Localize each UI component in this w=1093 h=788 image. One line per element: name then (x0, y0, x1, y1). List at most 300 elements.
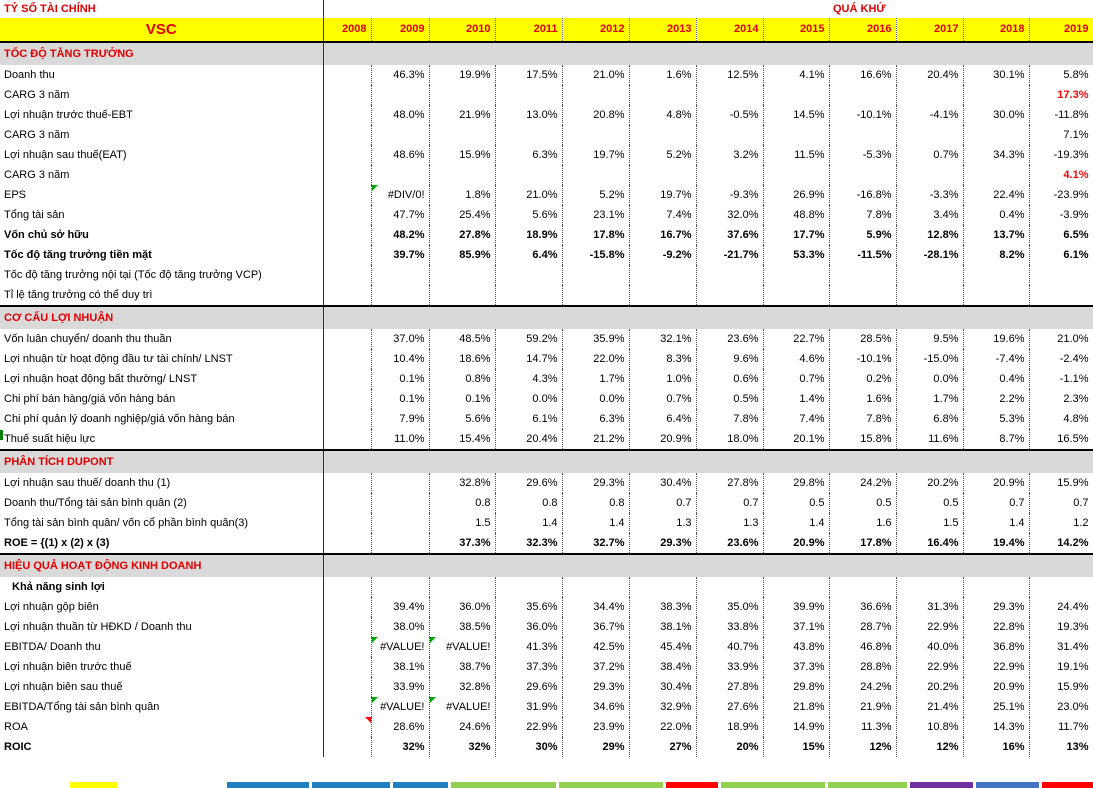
value-cell[interactable] (896, 265, 963, 285)
sheet-tab[interactable] (70, 782, 116, 788)
value-cell[interactable]: 20.8% (562, 105, 629, 125)
value-cell[interactable]: 9.5% (896, 329, 963, 349)
value-cell[interactable] (562, 265, 629, 285)
value-cell[interactable] (763, 265, 829, 285)
value-cell[interactable] (495, 265, 562, 285)
value-cell[interactable]: 29.6% (495, 473, 562, 493)
value-cell[interactable]: -3.3% (896, 185, 963, 205)
value-cell[interactable]: 16.6% (829, 65, 896, 85)
value-cell[interactable]: 7.8% (829, 205, 896, 225)
value-cell[interactable]: 25.1% (963, 697, 1029, 717)
section-title[interactable]: HIỆU QUẢ HOẠT ĐỘNG KINH DOANH (0, 554, 323, 577)
value-cell[interactable]: 20.4% (495, 429, 562, 450)
year-header[interactable]: 2011 (495, 18, 562, 42)
value-cell[interactable]: 13% (1029, 737, 1093, 757)
row-label[interactable]: Chi phí bán hàng/giá vốn hàng bán (0, 389, 323, 409)
value-cell[interactable]: 29% (562, 737, 629, 757)
row-label[interactable]: Tỉ lệ tăng trưởng có thể duy trì (0, 285, 323, 306)
value-cell[interactable]: 32.8% (429, 677, 495, 697)
value-cell[interactable]: 12.8% (896, 225, 963, 245)
value-cell[interactable]: 0.7% (629, 389, 696, 409)
value-cell[interactable]: 38.5% (429, 617, 495, 637)
empty-cell[interactable] (829, 306, 896, 329)
value-cell[interactable] (371, 125, 429, 145)
row-label[interactable]: Lợi nhuận hoạt động bất thường/ LNST (0, 369, 323, 389)
empty-cell[interactable] (495, 554, 562, 577)
row-label[interactable]: CARG 3 năm (0, 85, 323, 105)
value-cell[interactable]: 1.8% (429, 185, 495, 205)
value-cell[interactable]: 5.8% (1029, 65, 1093, 85)
value-cell[interactable] (323, 637, 371, 657)
value-cell[interactable]: -16.8% (829, 185, 896, 205)
empty-cell[interactable] (562, 554, 629, 577)
value-cell[interactable]: 10.8% (896, 717, 963, 737)
value-cell[interactable]: 0.8 (562, 493, 629, 513)
value-cell[interactable]: -4.1% (896, 105, 963, 125)
value-cell[interactable]: 12% (829, 737, 896, 757)
value-cell[interactable]: 29.3% (963, 597, 1029, 617)
empty-cell[interactable] (429, 554, 495, 577)
value-cell[interactable]: 19.1% (1029, 657, 1093, 677)
value-cell[interactable]: 31.9% (495, 697, 562, 717)
value-cell[interactable]: 37.6% (696, 225, 763, 245)
year-header[interactable]: 2009 (371, 18, 429, 42)
value-cell[interactable]: 37.0% (371, 329, 429, 349)
value-cell[interactable]: 47.7% (371, 205, 429, 225)
value-cell[interactable]: 0.2% (829, 369, 896, 389)
value-cell[interactable] (763, 85, 829, 105)
value-cell[interactable]: 5.9% (829, 225, 896, 245)
value-cell[interactable]: 32% (429, 737, 495, 757)
value-cell[interactable]: 12.5% (696, 65, 763, 85)
value-cell[interactable]: 6.1% (1029, 245, 1093, 265)
row-label[interactable]: ROA (0, 717, 323, 737)
value-cell[interactable] (896, 285, 963, 306)
value-cell[interactable]: 35.9% (562, 329, 629, 349)
value-cell[interactable]: 21.4% (896, 697, 963, 717)
value-cell[interactable]: 2.3% (1029, 389, 1093, 409)
sheet-tab[interactable] (666, 782, 717, 788)
value-cell[interactable]: 12% (896, 737, 963, 757)
year-header[interactable]: 2019 (1029, 18, 1093, 42)
value-cell[interactable] (495, 125, 562, 145)
value-cell[interactable]: 28.8% (829, 657, 896, 677)
value-cell[interactable] (963, 85, 1029, 105)
value-cell[interactable]: 0.5 (829, 493, 896, 513)
value-cell[interactable]: 21.2% (562, 429, 629, 450)
value-cell[interactable] (763, 125, 829, 145)
value-cell[interactable] (696, 285, 763, 306)
value-cell[interactable]: 28.5% (829, 329, 896, 349)
value-cell[interactable]: 6.3% (562, 409, 629, 429)
value-cell[interactable] (323, 185, 371, 205)
value-cell[interactable] (323, 617, 371, 637)
row-label[interactable]: Tốc độ tăng trưởng tiền mặt (0, 245, 323, 265)
value-cell[interactable]: 27.8% (429, 225, 495, 245)
value-cell[interactable] (323, 205, 371, 225)
value-cell[interactable]: 36.0% (429, 597, 495, 617)
value-cell[interactable]: 37.3% (763, 657, 829, 677)
empty-cell[interactable] (1029, 0, 1093, 18)
value-cell[interactable] (696, 265, 763, 285)
value-cell[interactable] (371, 493, 429, 513)
value-cell[interactable]: 0.7 (696, 493, 763, 513)
empty-cell[interactable] (495, 450, 562, 473)
value-cell[interactable]: 23.0% (1029, 697, 1093, 717)
value-cell[interactable]: 1.6% (629, 65, 696, 85)
value-cell[interactable]: -21.7% (696, 245, 763, 265)
sheet-title[interactable]: TỶ SỐ TÀI CHÍNH (0, 0, 323, 18)
value-cell[interactable]: 18.6% (429, 349, 495, 369)
value-cell[interactable] (829, 265, 896, 285)
value-cell[interactable]: 6.4% (629, 409, 696, 429)
value-cell[interactable]: 59.2% (495, 329, 562, 349)
value-cell[interactable]: 15.9% (429, 145, 495, 165)
value-cell[interactable]: 0.4% (963, 369, 1029, 389)
value-cell[interactable]: -28.1% (896, 245, 963, 265)
value-cell[interactable]: 0.0% (495, 389, 562, 409)
value-cell[interactable]: 8.7% (963, 429, 1029, 450)
value-cell[interactable]: 19.7% (562, 145, 629, 165)
value-cell[interactable]: -11.5% (829, 245, 896, 265)
section-title[interactable]: CƠ CẤU LỢI NHUẬN (0, 306, 323, 329)
value-cell[interactable]: #VALUE! (371, 637, 429, 657)
value-cell[interactable]: 29.8% (763, 473, 829, 493)
value-cell[interactable]: 4.3% (495, 369, 562, 389)
value-cell[interactable]: -23.9% (1029, 185, 1093, 205)
value-cell[interactable]: 1.4 (763, 513, 829, 533)
value-cell[interactable]: -10.1% (829, 349, 896, 369)
value-cell[interactable]: 29.3% (562, 677, 629, 697)
empty-cell[interactable] (896, 42, 963, 65)
value-cell[interactable]: 3.2% (696, 145, 763, 165)
value-cell[interactable]: 0.5 (763, 493, 829, 513)
empty-cell[interactable] (896, 306, 963, 329)
value-cell[interactable]: 19.3% (1029, 617, 1093, 637)
value-cell[interactable]: 6.1% (495, 409, 562, 429)
row-label[interactable]: EPS (0, 185, 323, 205)
value-cell[interactable]: 14.3% (963, 717, 1029, 737)
value-cell[interactable]: 16.7% (629, 225, 696, 245)
value-cell[interactable]: 17.8% (829, 533, 896, 554)
value-cell[interactable]: 32.1% (629, 329, 696, 349)
value-cell[interactable] (896, 125, 963, 145)
value-cell[interactable]: 30.1% (963, 65, 1029, 85)
value-cell[interactable]: 11.5% (763, 145, 829, 165)
empty-cell[interactable] (562, 42, 629, 65)
year-header[interactable]: 2012 (562, 18, 629, 42)
empty-cell[interactable] (629, 0, 696, 18)
value-cell[interactable] (323, 677, 371, 697)
empty-cell[interactable] (963, 306, 1029, 329)
empty-cell[interactable] (371, 42, 429, 65)
value-cell[interactable]: 27.8% (696, 473, 763, 493)
value-cell[interactable] (323, 329, 371, 349)
value-cell[interactable]: 20.1% (763, 429, 829, 450)
value-cell[interactable]: 19.4% (963, 533, 1029, 554)
value-cell[interactable]: 1.7% (896, 389, 963, 409)
value-cell[interactable]: 0.4% (963, 205, 1029, 225)
value-cell[interactable]: 16.5% (1029, 429, 1093, 450)
value-cell[interactable]: 23.9% (562, 717, 629, 737)
value-cell[interactable]: #DIV/0! (371, 185, 429, 205)
empty-cell[interactable] (1029, 42, 1093, 65)
value-cell[interactable]: 28.6% (371, 717, 429, 737)
empty-cell[interactable] (323, 0, 371, 18)
value-cell[interactable]: 24.6% (429, 717, 495, 737)
period-label[interactable]: QUÁ KHỨ (833, 3, 886, 15)
value-cell[interactable]: 23.1% (562, 205, 629, 225)
value-cell[interactable] (323, 225, 371, 245)
value-cell[interactable]: 0.7% (896, 145, 963, 165)
value-cell[interactable]: 1.0% (629, 369, 696, 389)
value-cell[interactable]: 18.9% (696, 717, 763, 737)
year-header[interactable]: 2010 (429, 18, 495, 42)
year-header[interactable]: 2017 (896, 18, 963, 42)
value-cell[interactable] (371, 85, 429, 105)
value-cell[interactable]: 35.6% (495, 597, 562, 617)
value-cell[interactable]: 17.5% (495, 65, 562, 85)
value-cell[interactable]: 42.5% (562, 637, 629, 657)
value-cell[interactable]: 41.3% (495, 637, 562, 657)
value-cell[interactable]: 39.9% (763, 597, 829, 617)
row-label[interactable]: Lợi nhuận thuần từ HĐKD / Doanh thu (0, 617, 323, 637)
value-cell[interactable]: 34.6% (562, 697, 629, 717)
value-cell[interactable]: -7.4% (963, 349, 1029, 369)
value-cell[interactable]: -5.3% (829, 145, 896, 165)
value-cell[interactable]: 4.1% (1029, 165, 1093, 185)
empty-cell[interactable] (562, 0, 629, 18)
sheet-tab[interactable] (559, 782, 664, 788)
value-cell[interactable]: 0.8 (429, 493, 495, 513)
year-header[interactable]: 2016 (829, 18, 896, 42)
value-cell[interactable]: 1.4 (963, 513, 1029, 533)
row-label[interactable]: Tốc độ tăng trưởng nội tại (Tốc độ tăng trưởng VCP) (0, 265, 323, 285)
value-cell[interactable] (829, 285, 896, 306)
empty-cell[interactable] (323, 450, 371, 473)
value-cell[interactable]: 15.9% (1029, 677, 1093, 697)
value-cell[interactable]: 8.2% (963, 245, 1029, 265)
value-cell[interactable]: 0.7 (1029, 493, 1093, 513)
value-cell[interactable]: 31.3% (896, 597, 963, 617)
value-cell[interactable]: 4.8% (629, 105, 696, 125)
year-header[interactable]: 2008 (323, 18, 371, 42)
sheet-tab[interactable] (910, 782, 974, 788)
value-cell[interactable] (371, 265, 429, 285)
value-cell[interactable]: 5.6% (429, 409, 495, 429)
value-cell[interactable]: 5.3% (963, 409, 1029, 429)
value-cell[interactable]: 29.6% (495, 677, 562, 697)
value-cell[interactable]: 11.0% (371, 429, 429, 450)
value-cell[interactable]: 21.0% (495, 185, 562, 205)
value-cell[interactable] (629, 125, 696, 145)
value-cell[interactable]: 20.2% (896, 473, 963, 493)
value-cell[interactable]: 0.0% (562, 389, 629, 409)
value-cell[interactable]: 38.3% (629, 597, 696, 617)
row-label[interactable]: Tổng tài sản bình quân/ vốn cổ phần bình quân(3) (0, 513, 323, 533)
value-cell[interactable]: 22.4% (963, 185, 1029, 205)
value-cell[interactable]: 18.9% (495, 225, 562, 245)
value-cell[interactable]: 2.2% (963, 389, 1029, 409)
row-label[interactable]: CARG 3 năm (0, 125, 323, 145)
value-cell[interactable]: 38.4% (629, 657, 696, 677)
value-cell[interactable]: 35.0% (696, 597, 763, 617)
row-label[interactable]: CARG 3 năm (0, 165, 323, 185)
sheet-tab[interactable] (227, 782, 309, 788)
value-cell[interactable] (495, 285, 562, 306)
empty-cell[interactable] (629, 577, 696, 597)
value-cell[interactable]: 17.3% (1029, 85, 1093, 105)
value-cell[interactable]: -19.3% (1029, 145, 1093, 165)
value-cell[interactable]: 40.0% (896, 637, 963, 657)
value-cell[interactable]: 48.2% (371, 225, 429, 245)
value-cell[interactable]: 14.7% (495, 349, 562, 369)
value-cell[interactable]: 15.8% (829, 429, 896, 450)
value-cell[interactable]: 28.7% (829, 617, 896, 637)
value-cell[interactable]: 22.9% (896, 617, 963, 637)
empty-cell[interactable] (763, 306, 829, 329)
value-cell[interactable] (763, 165, 829, 185)
value-cell[interactable]: 21.0% (562, 65, 629, 85)
empty-cell[interactable] (896, 450, 963, 473)
value-cell[interactable] (763, 285, 829, 306)
value-cell[interactable]: #VALUE! (371, 697, 429, 717)
value-cell[interactable]: 6.4% (495, 245, 562, 265)
value-cell[interactable]: 38.0% (371, 617, 429, 637)
value-cell[interactable]: 19.7% (629, 185, 696, 205)
empty-cell[interactable] (763, 42, 829, 65)
value-cell[interactable]: 5.2% (629, 145, 696, 165)
value-cell[interactable] (1029, 285, 1093, 306)
value-cell[interactable]: 7.4% (763, 409, 829, 429)
value-cell[interactable]: -9.3% (696, 185, 763, 205)
value-cell[interactable]: 13.0% (495, 105, 562, 125)
value-cell[interactable]: 1.7% (562, 369, 629, 389)
value-cell[interactable] (323, 369, 371, 389)
year-header[interactable]: 2018 (963, 18, 1029, 42)
value-cell[interactable]: 36.0% (495, 617, 562, 637)
value-cell[interactable]: 17.8% (562, 225, 629, 245)
section-title[interactable]: TỐC ĐỘ TĂNG TRƯỞNG (0, 42, 323, 65)
value-cell[interactable]: 22.9% (963, 657, 1029, 677)
value-cell[interactable] (562, 125, 629, 145)
value-cell[interactable]: 15.9% (1029, 473, 1093, 493)
value-cell[interactable]: 11.7% (1029, 717, 1093, 737)
empty-cell[interactable] (963, 42, 1029, 65)
value-cell[interactable] (323, 245, 371, 265)
value-cell[interactable]: 20.9% (963, 473, 1029, 493)
value-cell[interactable]: 25.4% (429, 205, 495, 225)
empty-cell[interactable] (629, 450, 696, 473)
row-label[interactable]: Vốn chủ sở hữu (0, 225, 323, 245)
value-cell[interactable]: 9.6% (696, 349, 763, 369)
value-cell[interactable] (429, 165, 495, 185)
value-cell[interactable] (371, 285, 429, 306)
value-cell[interactable]: 29.3% (629, 533, 696, 554)
sheet-tab[interactable] (312, 782, 390, 788)
value-cell[interactable]: 7.4% (629, 205, 696, 225)
value-cell[interactable]: 24.2% (829, 677, 896, 697)
value-cell[interactable]: -1.1% (1029, 369, 1093, 389)
value-cell[interactable] (429, 265, 495, 285)
empty-cell[interactable] (429, 577, 495, 597)
empty-cell[interactable] (1029, 306, 1093, 329)
value-cell[interactable] (323, 65, 371, 85)
value-cell[interactable]: 16.4% (896, 533, 963, 554)
empty-cell[interactable] (696, 42, 763, 65)
empty-cell[interactable] (429, 42, 495, 65)
value-cell[interactable]: 21.9% (829, 697, 896, 717)
row-label[interactable]: EBITDA/Tổng tài sản bình quân (0, 697, 323, 717)
value-cell[interactable]: 0.5 (896, 493, 963, 513)
value-cell[interactable] (963, 165, 1029, 185)
empty-cell[interactable] (1029, 450, 1093, 473)
sheet-tabs[interactable] (0, 782, 1093, 788)
value-cell[interactable]: -11.8% (1029, 105, 1093, 125)
sheet-tab[interactable] (393, 782, 448, 788)
sheet-tab[interactable] (451, 782, 556, 788)
value-cell[interactable] (562, 165, 629, 185)
value-cell[interactable]: 1.5 (896, 513, 963, 533)
row-label[interactable]: Lợi nhuận từ hoạt động đầu tư tài chính/ LNST (0, 349, 323, 369)
value-cell[interactable]: 38.7% (429, 657, 495, 677)
empty-cell[interactable] (963, 450, 1029, 473)
value-cell[interactable]: 16% (963, 737, 1029, 757)
empty-cell[interactable] (371, 306, 429, 329)
value-cell[interactable] (829, 85, 896, 105)
value-cell[interactable]: 33.8% (696, 617, 763, 637)
value-cell[interactable]: 38.1% (371, 657, 429, 677)
value-cell[interactable]: 48.0% (371, 105, 429, 125)
value-cell[interactable] (495, 85, 562, 105)
value-cell[interactable] (323, 697, 371, 717)
value-cell[interactable]: 4.6% (763, 349, 829, 369)
value-cell[interactable]: 32.0% (696, 205, 763, 225)
value-cell[interactable]: 48.8% (763, 205, 829, 225)
empty-cell[interactable] (323, 42, 371, 65)
value-cell[interactable]: 1.6% (829, 389, 896, 409)
value-cell[interactable]: 37.2% (562, 657, 629, 677)
empty-cell[interactable] (371, 450, 429, 473)
value-cell[interactable]: 20.2% (896, 677, 963, 697)
value-cell[interactable] (429, 85, 495, 105)
sheet-tab[interactable] (1042, 782, 1093, 788)
value-cell[interactable]: 37.1% (763, 617, 829, 637)
value-cell[interactable]: 22.7% (763, 329, 829, 349)
value-cell[interactable]: 33.9% (371, 677, 429, 697)
value-cell[interactable] (371, 533, 429, 554)
empty-cell[interactable] (629, 42, 696, 65)
value-cell[interactable] (323, 165, 371, 185)
row-label[interactable]: Thuế suất hiệu lực (0, 429, 323, 450)
value-cell[interactable] (323, 493, 371, 513)
value-cell[interactable]: 22.9% (495, 717, 562, 737)
empty-cell[interactable] (963, 577, 1029, 597)
value-cell[interactable]: 0.8 (495, 493, 562, 513)
value-cell[interactable]: 0.5% (696, 389, 763, 409)
value-cell[interactable] (323, 265, 371, 285)
value-cell[interactable]: 32.7% (562, 533, 629, 554)
value-cell[interactable]: 1.4 (495, 513, 562, 533)
value-cell[interactable] (429, 285, 495, 306)
row-label[interactable]: ROIC (0, 737, 323, 757)
value-cell[interactable]: -3.9% (1029, 205, 1093, 225)
value-cell[interactable] (629, 85, 696, 105)
value-cell[interactable]: 20% (696, 737, 763, 757)
row-label[interactable]: Lợi nhuận sau thuế/ doanh thu (1) (0, 473, 323, 493)
value-cell[interactable]: 30.4% (629, 677, 696, 697)
empty-cell[interactable] (963, 0, 1029, 18)
